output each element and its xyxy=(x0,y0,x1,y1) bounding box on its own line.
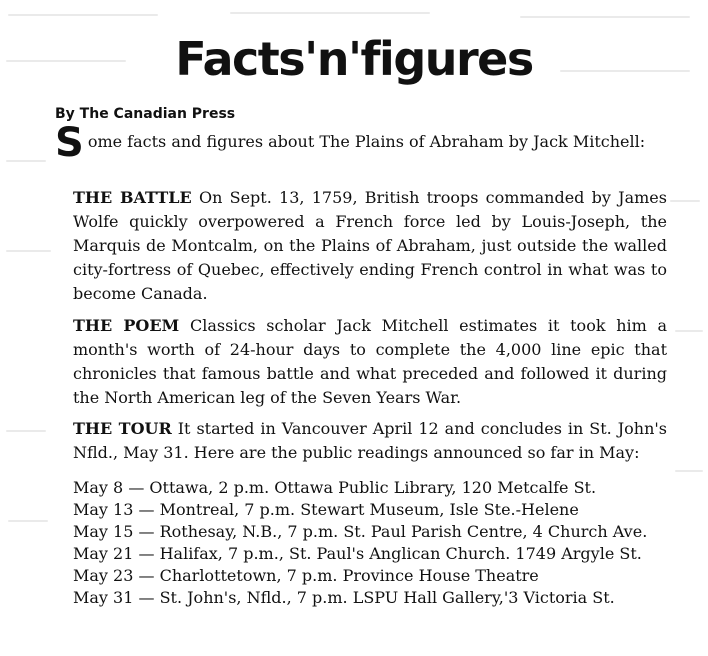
section-battle xyxy=(73,186,667,306)
section-tour xyxy=(73,417,667,465)
byline: By The Canadian Press xyxy=(55,106,236,122)
list-item: May 13 — Montreal, 7 p.m. Stewart Museum, Isle Ste.-Helene xyxy=(73,500,579,519)
section-label: THE POEM xyxy=(73,316,180,335)
readings-list xyxy=(73,477,673,609)
list-item: May 8 — Ottawa, 2 p.m. Ottawa Public Library, 120 Metcalfe St. xyxy=(73,478,597,497)
intro-paragraph xyxy=(55,120,675,166)
list-item: May 23 — Charlottetown, 7 p.m. Province House Theatre xyxy=(73,566,539,585)
section-label: THE TOUR xyxy=(73,419,172,438)
section-text: It started in Vancouver April 12 and concludes in St. John's Nfld., May 31. Here are the public readings announced so far in May: xyxy=(73,419,667,462)
list-item: May 15 — Rothesay, N.B., 7 p.m. St. Paul Parish Centre, 4 Church Ave. xyxy=(73,522,648,541)
section-text: On Sept. 13, 1759, British troops commanded by James Wolfe quickly overpowered a French force led by Louis-Joseph, the Marquis de Montcalm, on the Plains of Abraham, just outside the walled city-fortress of Quebec, effectively ending French control in what was to become Canada. xyxy=(73,188,667,303)
intro-text: ome facts and figures about The Plains of Abraham by Jack Mitchell: xyxy=(87,132,646,151)
section-label: THE BATTLE xyxy=(73,188,192,207)
section-poem xyxy=(73,314,667,410)
headline: Facts'n'figures xyxy=(175,32,533,86)
list-item: May 21 — Halifax, 7 p.m., St. Paul's Anglican Church. 1749 Argyle St. xyxy=(73,544,642,563)
drop-cap: S xyxy=(55,120,84,166)
section-text: Classics scholar Jack Mitchell estimates it took him a month's worth of 24-hour days to complete the 4,000 line epic that chronicles that famous battle and what preceded and followed it during the North American leg of the Seven Years War. xyxy=(73,316,668,407)
list-item: May 31 — St. John's, Nfld., 7 p.m. LSPU Hall Gallery,'3 Victoria St. xyxy=(73,588,615,607)
